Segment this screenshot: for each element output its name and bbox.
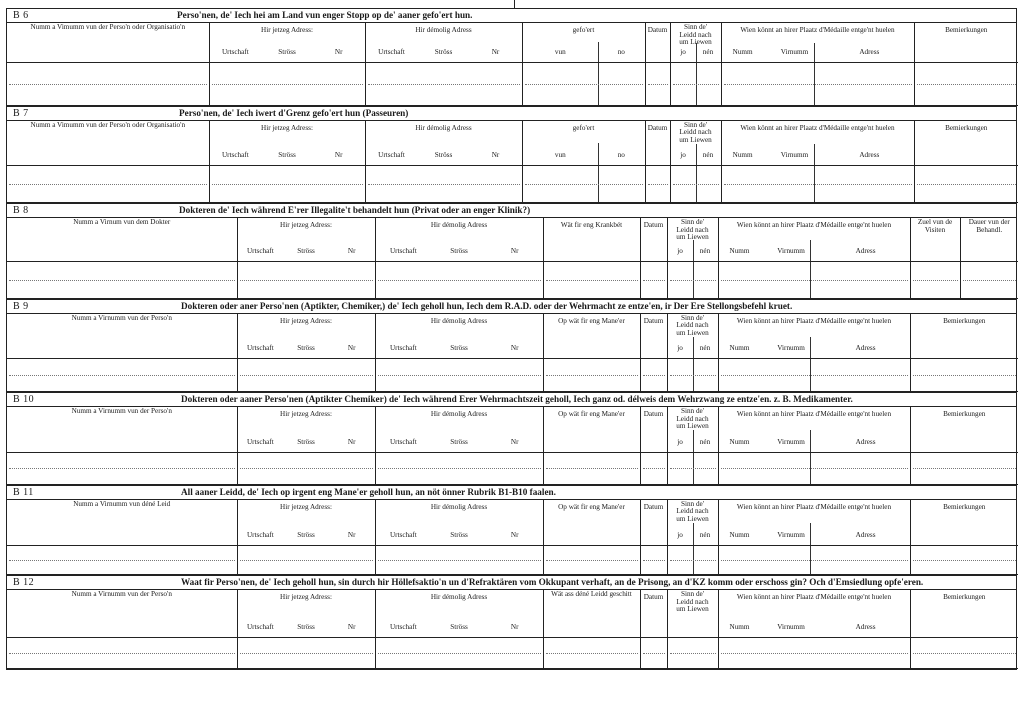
- date-cell[interactable]: [640, 261, 667, 298]
- medal-recipient-cell[interactable]: [718, 452, 910, 484]
- section-b11: [6, 485, 1017, 576]
- name-header: Numm a Virnumm vun der Perso'n: [7, 407, 237, 452]
- method-header: Op wät fir eng Mane'er: [543, 500, 640, 546]
- former-address-header: Hir démolig Adress Urtschaft Ströss Nr: [365, 121, 522, 166]
- remarks-header: Bemierkungen: [910, 407, 1018, 452]
- current-address-cell[interactable]: [209, 166, 365, 203]
- risk-header: Sinn de' Leidd nach um Liewen jo nén: [670, 23, 721, 62]
- what-happened-cell[interactable]: [543, 637, 640, 668]
- medal-recipient-header: Wien könnt an hirer Plaatz d'Médaille entge'nt huelen Numm Virnumm Adress: [718, 590, 910, 637]
- entry-row[interactable]: [7, 62, 1018, 105]
- section-table: [7, 23, 1018, 106]
- remarks-cell[interactable]: [910, 637, 1018, 668]
- section-header: [7, 204, 1016, 218]
- risk-header: Sinn de' Leidd nach um Liewen jo nén: [670, 121, 721, 166]
- remarks-header: Bemierkungen: [910, 590, 1018, 637]
- section-header: [7, 9, 1016, 23]
- driven-cell[interactable]: [522, 62, 645, 105]
- risk-header: Sinn de' Leidd nach um Liewen jo nén: [667, 407, 718, 452]
- name-cell[interactable]: [7, 546, 237, 575]
- date-header: Datum: [640, 218, 667, 261]
- former-address-cell[interactable]: [375, 261, 543, 298]
- section-code: B 12: [13, 577, 35, 588]
- section-b12: [6, 575, 1017, 670]
- header-row: [7, 407, 1018, 452]
- name-header: Numm a Vimumm vun der Perso'n oder Organisatio'n: [7, 121, 209, 166]
- illness-header: Wät fir eng Krankbét: [543, 218, 640, 261]
- date-cell[interactable]: [640, 359, 667, 392]
- risk-cell[interactable]: [670, 166, 721, 203]
- what-happened-header: Wät ass déné Leidd geschitt: [543, 590, 640, 637]
- name-header: Numm a Virnumm vun der Perso'n: [7, 314, 237, 359]
- method-cell[interactable]: [543, 546, 640, 575]
- name-cell[interactable]: [7, 637, 237, 668]
- method-cell[interactable]: [543, 452, 640, 484]
- duration-cell[interactable]: [960, 261, 1018, 298]
- section-b10: [6, 392, 1017, 485]
- medal-recipient-header: Wien könnt an hirer Plaatz d'Médaille entge'nt huelen Numm Virnumm Adress: [718, 407, 910, 452]
- former-address-header: Hir démolig Adress Urtschaft Ströss Nr: [375, 407, 543, 452]
- section-header: [7, 107, 1016, 121]
- section-title: Waat fir Perso'nen, de' Iech geholl hun, sin durch hir Höllefsaktio'n un d'Refraktären vom Okkupant verhaft, an de Prisong, an d'KZ komm oder erschoss gin? Och d'Emsiedlung opfe'eren.: [181, 577, 924, 587]
- entry-row[interactable]: [7, 452, 1018, 484]
- refugee-help-form: [6, 8, 1017, 670]
- name-header: Numm a Virnumm vun der Perso'n: [7, 590, 237, 637]
- current-address-cell[interactable]: [237, 637, 375, 668]
- former-address-cell[interactable]: [375, 546, 543, 575]
- header-row: [7, 23, 1018, 62]
- section-header: [7, 393, 1016, 407]
- current-address-header: Hir jetzeg Adress: Urtschaft Ströss Nr: [237, 218, 375, 261]
- risk-header: Sinn de' Leidd nach um Liewen: [667, 590, 718, 637]
- method-header: Op wät fir eng Mane'er: [543, 407, 640, 452]
- former-address-header: Hir démolig Adress Urtschaft Ströss Nr: [375, 500, 543, 546]
- name-header: Numm a Virnumm vun déné Leid: [7, 500, 237, 546]
- section-table: [7, 121, 1018, 204]
- remarks-cell[interactable]: [914, 62, 1018, 105]
- remarks-cell[interactable]: [910, 452, 1018, 484]
- date-cell[interactable]: [640, 452, 667, 484]
- current-address-cell[interactable]: [237, 261, 375, 298]
- entry-row[interactable]: [7, 166, 1018, 203]
- former-address-cell[interactable]: [365, 166, 522, 203]
- section-code: B 9: [13, 300, 29, 312]
- current-address-cell[interactable]: [237, 452, 375, 484]
- section-b9: [6, 299, 1017, 393]
- risk-header: Sinn de' Leidd nach um Liewen jo nén: [667, 314, 718, 359]
- section-title: Dokteren oder aner Perso'nen (Aptikter, Chemiker,) de' Iech geholl hun, Iech dem R.A.D. oder der Wehrmacht ze entze'en, ir Der Ere Stellongsbefehl kruet.: [181, 300, 793, 311]
- current-address-header: Hir jetzeg Adress: Urtschaft Ströss Nr: [209, 23, 365, 62]
- remarks-cell[interactable]: [910, 546, 1018, 575]
- date-cell[interactable]: [640, 637, 667, 668]
- former-address-cell[interactable]: [365, 62, 522, 105]
- current-address-header: Hir jetzeg Adress: Urtschaft Ströss Nr: [209, 121, 365, 166]
- top-registration-mark: [514, 0, 515, 8]
- illness-cell[interactable]: [543, 261, 640, 298]
- section-title: Dokteren oder aaner Perso'nen (Aptikter Chemiker) de' Iech während Erer Wehrmachtszeit geholl, Iech ganz od. délweis dem Wehrzwang ze entze'en. z. B. Medikamenter.: [181, 394, 853, 404]
- risk-cell[interactable]: [670, 62, 721, 105]
- section-table: [7, 590, 1018, 669]
- current-address-cell[interactable]: [237, 359, 375, 392]
- former-address-cell[interactable]: [375, 359, 543, 392]
- former-address-header: Hir démolig Adress Urtschaft Ströss Nr: [375, 218, 543, 261]
- medal-recipient-cell[interactable]: [721, 166, 914, 203]
- medal-recipient-header: Wien könnt an hirer Plaatz d'Médaille entge'nt huelen Numm Virnumm Adress: [718, 500, 910, 546]
- remarks-header: Bemierkungen: [914, 23, 1018, 62]
- duration-header: Dauer vun der Behandl.: [960, 218, 1018, 261]
- date-cell[interactable]: [640, 546, 667, 575]
- section-b7: [6, 106, 1017, 204]
- medal-recipient-header: Wien könnt an hirer Plaatz d'Médaille entge'nt huelen Numm Virnumm Adress: [718, 218, 910, 261]
- remarks-cell[interactable]: [914, 166, 1018, 203]
- date-header: Datum: [640, 590, 667, 637]
- date-header: Datum: [640, 407, 667, 452]
- entry-row[interactable]: [7, 261, 1018, 298]
- driven-header: gefo'ert vun no: [522, 121, 645, 166]
- risk-cell[interactable]: [667, 637, 718, 668]
- former-address-header: Hir démolig Adress Urtschaft Ströss Nr: [375, 314, 543, 359]
- section-code: B 10: [13, 394, 35, 405]
- medal-recipient-cell[interactable]: [718, 261, 910, 298]
- section-table: [7, 500, 1018, 576]
- section-code: B 7: [13, 107, 29, 119]
- method-cell[interactable]: [543, 359, 640, 392]
- section-code: B 6: [13, 10, 29, 21]
- current-address-cell[interactable]: [237, 546, 375, 575]
- driven-header: gefo'ert vun no: [522, 23, 645, 62]
- date-header: Datum: [645, 23, 670, 62]
- remarks-header: Bemierkungen: [914, 121, 1018, 166]
- current-address-header: Hir jetzeg Adress: Urtschaft Ströss Nr: [237, 590, 375, 637]
- former-address-header: Hir démolig Adress Urtschaft Ströss Nr: [365, 23, 522, 62]
- medal-recipient-cell[interactable]: [718, 637, 910, 668]
- current-address-header: Hir jetzeg Adress: Urtschaft Ströss Nr: [237, 314, 375, 359]
- section-title: Perso'nen, de' Iech hei am Land vun enger Stopp op de' aaner gefo'ert hun.: [177, 10, 473, 20]
- former-address-cell[interactable]: [375, 452, 543, 484]
- header-row: [7, 218, 1018, 261]
- medal-recipient-cell[interactable]: [718, 359, 910, 392]
- visits-cell[interactable]: [910, 261, 960, 298]
- risk-header: Sinn de' Leidd nach um Liewen jo nén: [667, 218, 718, 261]
- risk-cell[interactable]: [667, 452, 718, 484]
- name-cell[interactable]: [7, 452, 237, 484]
- medal-recipient-header: Wien könnt an hirer Plaatz d'Médaille entge'nt huelen Numm Virnumm Adress: [718, 314, 910, 359]
- header-row: [7, 121, 1018, 166]
- driven-cell[interactable]: [522, 166, 645, 203]
- entry-row[interactable]: [7, 637, 1018, 668]
- header-row: [7, 314, 1018, 359]
- section-table: [7, 407, 1018, 485]
- risk-cell[interactable]: [667, 359, 718, 392]
- section-b6: [6, 8, 1017, 106]
- date-header: Datum: [640, 500, 667, 546]
- entry-row[interactable]: [7, 359, 1018, 392]
- section-code: B 8: [13, 205, 29, 216]
- risk-cell[interactable]: [667, 546, 718, 575]
- section-header: [7, 486, 1016, 500]
- name-header: Numm a Virnum vun dem Dokter: [7, 218, 237, 261]
- date-header: Datum: [645, 121, 670, 166]
- name-cell[interactable]: [7, 359, 237, 392]
- medal-recipient-cell[interactable]: [721, 62, 914, 105]
- risk-cell[interactable]: [667, 261, 718, 298]
- name-cell[interactable]: [7, 261, 237, 298]
- visits-header: Zuel vun de Visiten: [910, 218, 960, 261]
- former-address-cell[interactable]: [375, 637, 543, 668]
- date-cell[interactable]: [645, 62, 670, 105]
- section-title: Perso'nen, de' Iech iwert d'Grenz gefo'ert hun (Passeuren): [179, 107, 409, 118]
- section-table: [7, 218, 1018, 299]
- section-title: All aaner Leidd, de' Iech op irgent eng Mane'er geholl hun, an nöt önner Rubrik B1-B10 faalen.: [181, 486, 556, 497]
- section-table: [7, 314, 1018, 393]
- date-cell[interactable]: [645, 166, 670, 203]
- name-header: Numm a Vimumm vun der Perso'n oder Organisatio'n: [7, 23, 209, 62]
- name-cell[interactable]: [7, 166, 209, 203]
- section-header: [7, 576, 1016, 590]
- current-address-header: Hir jetzeg Adress: Urtschaft Ströss Nr: [237, 407, 375, 452]
- method-header: Op wät fir eng Mane'er: [543, 314, 640, 359]
- medal-recipient-cell[interactable]: [718, 546, 910, 575]
- former-address-header: Hir démolig Adress Urtschaft Ströss Nr: [375, 590, 543, 637]
- header-row: [7, 500, 1018, 546]
- section-code: B 11: [13, 486, 34, 498]
- section-header: [7, 300, 1016, 314]
- entry-row[interactable]: [7, 546, 1018, 575]
- section-b8: [6, 203, 1017, 299]
- current-address-header: Hir jetzeg Adress: Urtschaft Ströss Nr: [237, 500, 375, 546]
- date-header: Datum: [640, 314, 667, 359]
- remarks-header: Bemierkungen: [910, 314, 1018, 359]
- remarks-header: Bemierkungen: [910, 500, 1018, 546]
- medal-recipient-header: Wien könnt an hirer Plaatz d'Médaille entge'nt huelen Numm Virnumm Adress: [721, 121, 914, 166]
- name-cell[interactable]: [7, 62, 209, 105]
- medal-recipient-header: Wien könnt an hirer Plaatz d'Médaille entge'nt huelen Numm Virnumm Adress: [721, 23, 914, 62]
- current-address-cell[interactable]: [209, 62, 365, 105]
- remarks-cell[interactable]: [910, 359, 1018, 392]
- header-row: [7, 590, 1018, 637]
- section-title: Dokteren de' Iech während E'rer Illegalite't behandelt hun (Privat oder an enger Klinik?): [179, 205, 531, 215]
- risk-header: Sinn de' Leidd nach um Liewen jo nén: [667, 500, 718, 546]
